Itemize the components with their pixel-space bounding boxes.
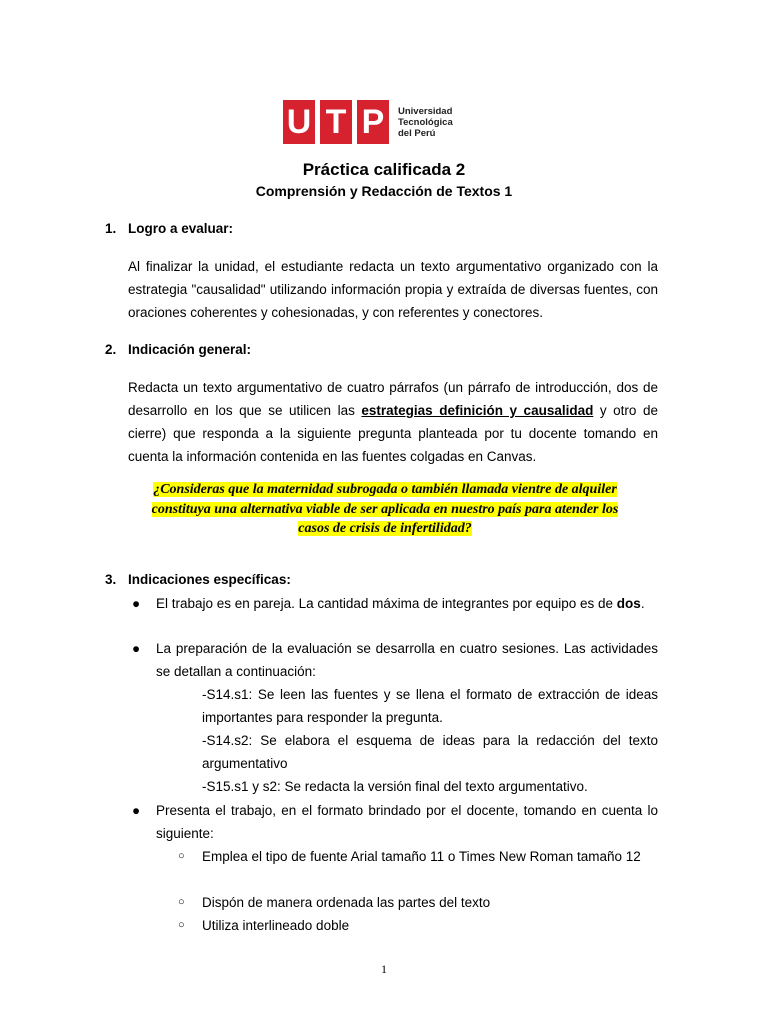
section-2-number: 2. [105, 342, 117, 357]
sub-item-2: Dispón de manera ordenada las partes del texto [202, 895, 491, 910]
section-3-number: 3. [105, 572, 117, 587]
logo-line-2: Tecnológica [398, 116, 453, 128]
section-1-heading [105, 221, 233, 236]
guiding-question [120, 480, 650, 539]
section-2-title: Indicación general: [128, 342, 252, 357]
bullet-1-text: El trabajo es en pareja. La cantidad máxima de integrantes por equipo es de [156, 596, 617, 611]
bullet-icon: ● [132, 641, 141, 656]
logo-letter-t: T [320, 100, 352, 144]
sub-item-1: Emplea el tipo de fuente Arial tamaño 11 o Times New Roman tamaño 12 [202, 849, 641, 864]
question-line-2: constituya una alternativa viable de ser aplicada en nuestro país para atender los [151, 501, 619, 517]
bullet-1-after: . [640, 596, 645, 611]
question-line-3: casos de crisis de infertilidad? [298, 521, 472, 536]
section-1-title: Logro a evaluar: [128, 221, 234, 236]
utp-logo [283, 100, 453, 144]
bullet-item-2: La preparación de la evaluación se desarrolla en cuatro sesiones. Las actividades se detallan a continuación: [156, 641, 658, 679]
question-line-1: ¿Consideras que la maternidad subrogada o también llamada vientre de alquiler [153, 482, 617, 497]
circle-bullet-icon: ○ [178, 896, 185, 908]
session-item-1: -S14.s1: Se leen las fuentes y se llena el formato de extracción de ideas importantes para responder la pregunta. [202, 687, 658, 725]
section-1-paragraph: Al finalizar la unidad, el estudiante redacta un texto argumentativo organizado con la estrategia "causalidad" utilizando información propia y extraída de diversas fuentes, con oraciones coherentes y cohesionadas, y con referentes y conectores. [128, 259, 658, 320]
section-1-number: 1. [105, 221, 117, 236]
document-subtitle: Comprensión y Redacción de Textos 1 [255, 183, 513, 199]
section-2-paragraph [128, 376, 658, 468]
section-3-title: Indicaciones específicas: [128, 572, 291, 587]
circle-bullet-icon: ○ [178, 919, 185, 931]
bullet-icon: ● [132, 596, 141, 611]
section-2-emphasis: estrategias definición y causalidad [361, 403, 594, 418]
logo-wordmark [398, 106, 453, 139]
logo-letter-u: U [283, 100, 315, 144]
bullet-icon: ● [132, 803, 141, 818]
sub-item-3: Utiliza interlineado doble [202, 918, 350, 933]
document-title: Práctica calificada 2 [302, 160, 466, 179]
bullet-item-3: Presenta el trabajo, en el formato brindado por el docente, tomando en cuenta lo siguiente: [156, 803, 658, 841]
section-2-text-after: y otro de cierre) que responda a la siguiente pregunta planteada por tu docente tomando en cuenta la información contenida en las fuentes colgadas en Canvas. [128, 403, 658, 464]
circle-bullet-icon: ○ [178, 850, 185, 862]
section-2-heading [105, 342, 251, 357]
logo-line-3: del Perú [398, 127, 436, 139]
logo-letter-p: P [357, 100, 389, 144]
session-item-3: -S15.s1 y s2: Se redacta la versión final del texto argumentativo. [202, 779, 588, 794]
bullet-1-emphasis: dos [616, 596, 641, 611]
logo-line-1: Universidad [398, 105, 453, 117]
bullet-item-1 [156, 592, 658, 615]
section-3-heading [105, 572, 291, 587]
section-2-text-before: Redacta un texto argumentativo de cuatro párrafos (un párrafo de introducción, dos de desarrollo en los que se utilicen las [128, 380, 658, 418]
session-item-2: -S14.s2: Se elabora el esquema de ideas para la redacción del texto argumentativo [202, 733, 658, 771]
page-number: 1 [381, 962, 387, 976]
